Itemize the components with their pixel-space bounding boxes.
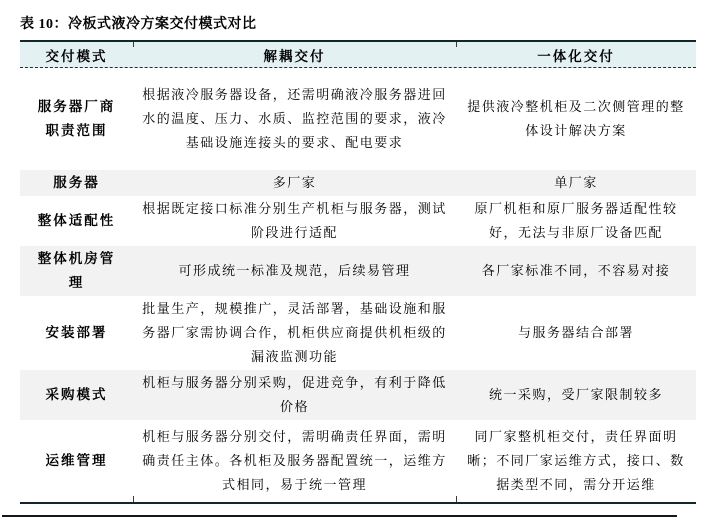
- cell-decoupled: 根据既定接口标准分别生产机柜与服务器，测试阶段进行适配: [142, 201, 447, 240]
- row-label: 整体机房管理: [37, 251, 116, 290]
- cell-integrated: 提供液冷整机柜及二次侧管理的整体设计解决方案: [467, 99, 685, 138]
- table-row: [20, 196, 696, 246]
- cell-integrated: 同厂家整机柜交付，责任界面明晰；不同厂家运维方式，接口、数据类型不同，需分开运维: [467, 429, 685, 492]
- cell-integrated: 各厂家标准不同，不容易对接: [481, 263, 671, 278]
- row-label: 服务器: [53, 175, 100, 190]
- row-label: 采购模式: [45, 387, 108, 402]
- row-label: 安装部署: [45, 325, 108, 340]
- column-header-integrated-delivery: 一体化交付: [537, 48, 615, 64]
- cell-decoupled: 机柜与服务器分别交付，需明确责任界面，需明确责任主体。各机柜及服务器配置统一，运维方式相同，易于统一管理: [142, 429, 447, 492]
- column-divider-tick: [133, 496, 134, 502]
- cell-integrated: 单厂家: [554, 175, 598, 190]
- row-label: 整体适配性: [37, 213, 116, 228]
- cell-decoupled: 根据液冷服务器设备，还需明确液冷服务器进回水的温度、压力、水质、监控范围的要求，液冷基础设施连接头的要求、配电要求: [142, 87, 447, 150]
- table-row: [20, 370, 696, 420]
- cell-decoupled: 机柜与服务器分别采购，促进竞争，有利于降低价格: [142, 375, 447, 414]
- column-header-delivery-mode: 交付模式: [45, 48, 108, 64]
- row-label: 运维管理: [45, 453, 108, 468]
- cell-integrated: 统一采购，受厂家限制较多: [488, 387, 663, 402]
- comparison-table: [20, 40, 696, 504]
- column-divider-tick: [456, 42, 457, 47]
- row-label: 服务器厂商职责范围: [37, 99, 116, 138]
- table-title: 表 10：冷板式液冷方案交付模式对比: [20, 17, 257, 32]
- page-footer-rule: [2, 515, 677, 517]
- cell-decoupled: 多厂家: [272, 175, 317, 190]
- table-row: [20, 170, 696, 196]
- table-row: [20, 246, 696, 296]
- cell-decoupled: 可形成统一标准及规范，后续易管理: [178, 263, 411, 278]
- cell-integrated: 原厂机柜和原厂服务器适配性较好，无法与非原厂设备匹配: [474, 201, 678, 240]
- cell-decoupled: 批量生产，规模推广，灵活部署，基础设施和服务器厂家需协调合作，机柜供应商提供机柜级的漏液监测功能: [142, 301, 447, 364]
- column-header-decoupled-delivery: 解耦交付: [263, 48, 326, 64]
- table-header-row: [20, 42, 696, 68]
- table-body: [20, 68, 696, 502]
- cell-integrated: 与服务器结合部署: [517, 325, 634, 340]
- table-row: [20, 296, 696, 370]
- column-divider-tick: [456, 496, 457, 502]
- table-row: [20, 420, 696, 502]
- column-divider-tick: [133, 42, 134, 47]
- table-row: [20, 68, 696, 170]
